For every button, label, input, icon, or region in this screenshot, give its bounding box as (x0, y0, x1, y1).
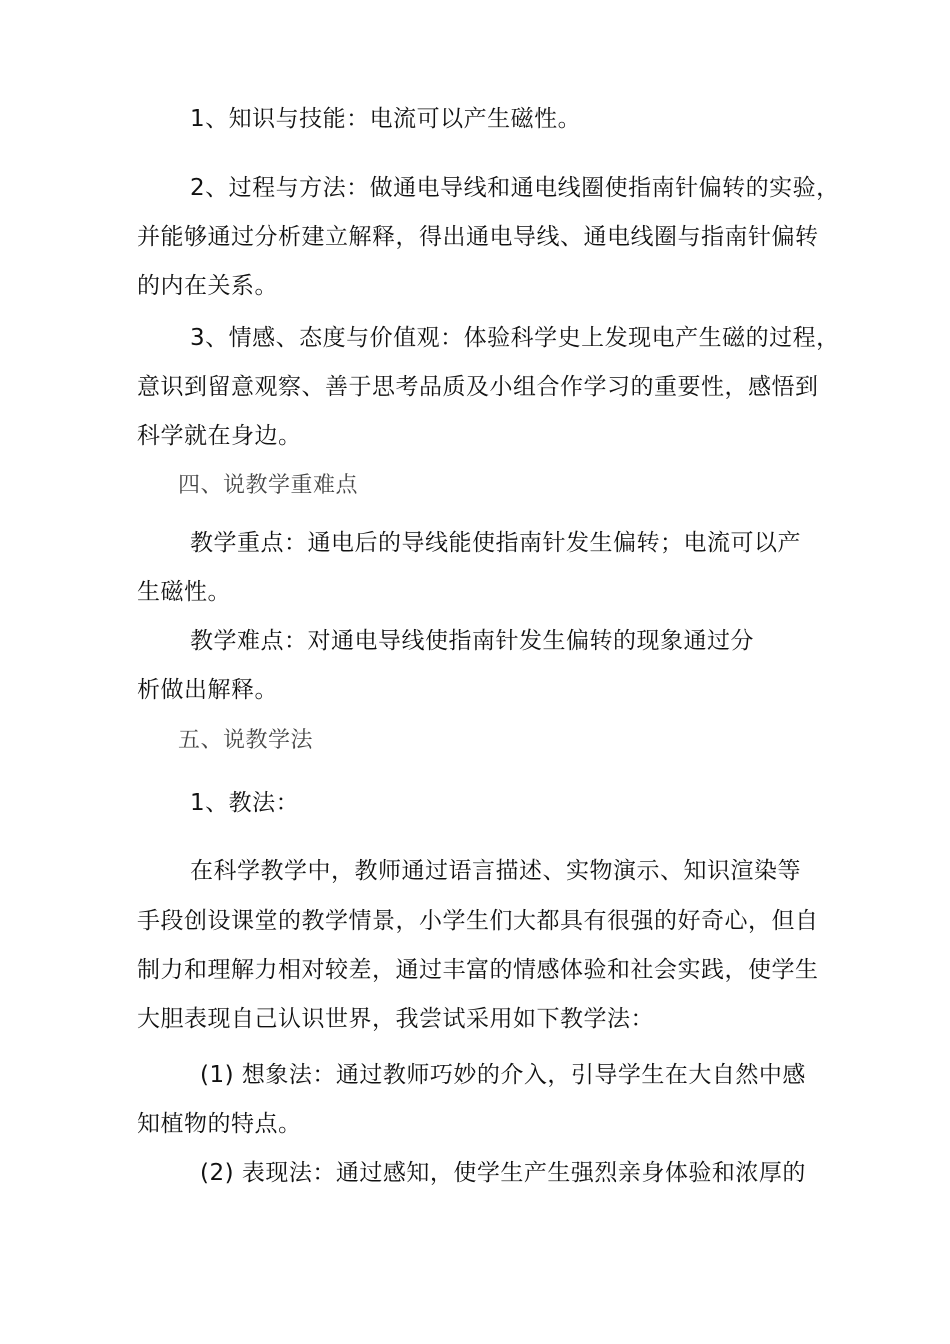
objective-emotion-line-2: 意识到留意观察、善于思考品质及小组合作学习的重要性，感悟到 (137, 374, 819, 400)
objective-emotion-line-1: 3、情感、态度与价值观：体验科学史上发现电产生磁的过程， (190, 325, 840, 351)
section-heading-key-points: 四、说教学重难点 (178, 473, 359, 498)
method-imagination-line-1: (1) 想象法：通过教师巧妙的介入，引导学生在大自然中感 (200, 1062, 806, 1088)
method-imagination-line-2: 知植物的特点。 (137, 1111, 302, 1137)
teaching-paragraph-line-4: 大胆表现自己认识世界，我尝试采用如下教学法： (137, 1006, 654, 1032)
key-point-line-2: 生磁性。 (137, 579, 231, 605)
difficult-point-line-1: 教学难点：对通电导线使指南针发生偏转的现象通过分 (190, 628, 754, 654)
teaching-paragraph-line-3: 制力和理解力相对较差，通过丰富的情感体验和社会实践，使学生 (137, 957, 819, 983)
key-point-line-1: 教学重点：通电后的导线能使指南针发生偏转；电流可以产 (190, 530, 801, 556)
objective-process-method-line-3: 的内在关系。 (137, 273, 278, 299)
objective-knowledge-skills: 1、知识与技能：电流可以产生磁性。 (190, 106, 582, 132)
teaching-paragraph-line-1: 在科学教学中，教师通过语言描述、实物演示、知识渲染等 (190, 858, 801, 884)
section-heading-teaching-method: 五、说教学法 (178, 728, 314, 753)
teaching-paragraph-line-2: 手段创设课堂的教学情景，小学生们大都具有很强的好奇心，但自 (137, 908, 819, 934)
objective-process-method-line-2: 并能够通过分析建立解释，得出通电导线、通电线圈与指南针偏转 (137, 224, 819, 250)
objective-emotion-line-3: 科学就在身边。 (137, 423, 302, 449)
teaching-method-label: 1、教法： (190, 790, 300, 816)
objective-process-method-line-1: 2、过程与方法：做通电导线和通电线圈使指南针偏转的实验， (190, 175, 840, 201)
difficult-point-line-2: 析做出解释。 (137, 677, 278, 703)
method-expression-line-1: (2) 表现法：通过感知，使学生产生强烈亲身体验和浓厚的 (200, 1160, 806, 1186)
